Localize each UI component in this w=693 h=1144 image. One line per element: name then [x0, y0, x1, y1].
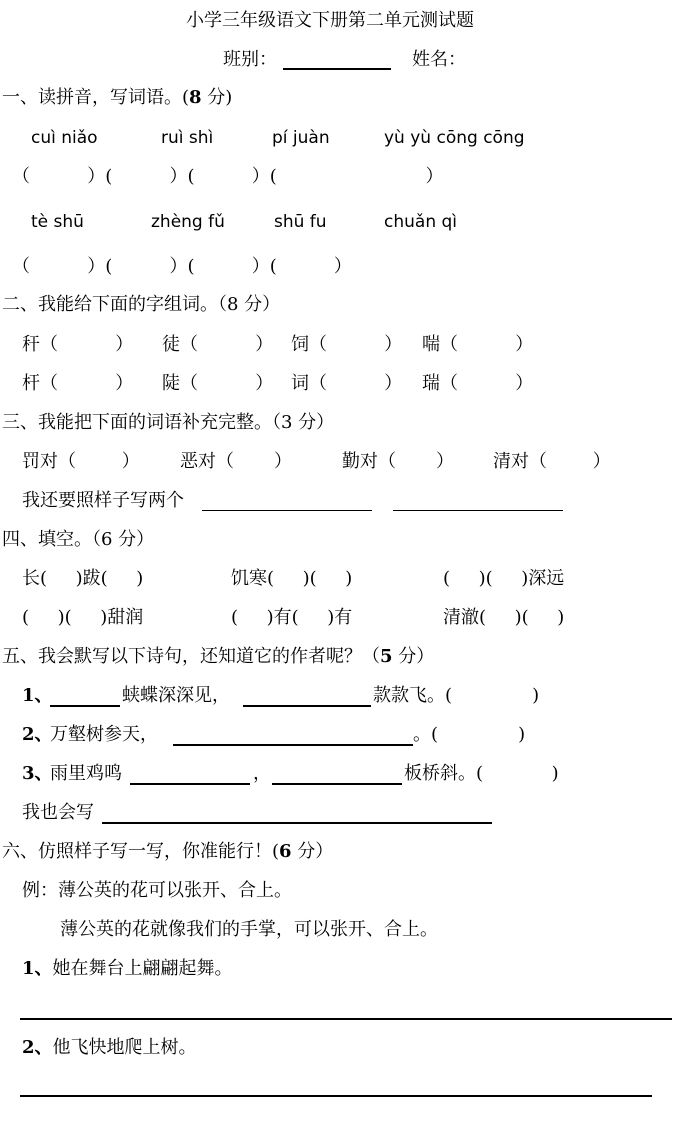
poem-text: 板桥斜。( ) [404, 763, 559, 784]
section-2-heading: 二、我能给下面的字组词。（8 分） [2, 294, 281, 315]
pinyin-3: pí juàn [272, 128, 330, 148]
question-1: 1、她在舞台上翩翩起舞。 [22, 958, 233, 979]
poem-text: 雨里鸡鸣 [50, 763, 122, 784]
pinyin-1: cuì niǎo [31, 128, 98, 148]
phrase-item[interactable]: 罚对（ ） [22, 451, 140, 472]
word-item[interactable]: 秆（ ） [22, 334, 134, 355]
word-item[interactable]: 饲（ ） [291, 334, 403, 355]
page-title: 小学三年级语文下册第二单元测试题 [186, 10, 474, 31]
word-item[interactable]: 陡（ ） [162, 373, 274, 394]
answer-brackets-row-1[interactable]: （ ）( ）( ）( ） [12, 166, 444, 187]
poem-blank[interactable] [272, 783, 402, 785]
poem-text: ， [253, 763, 271, 784]
question-2: 2、他飞快地爬上树。 [22, 1037, 197, 1058]
pinyin-7: shū fu [274, 212, 327, 232]
answer-brackets-row-2[interactable]: （ ）( ）( ）( ） [12, 256, 352, 277]
class-blank[interactable] [283, 68, 391, 70]
pinyin-8: chuǎn qì [384, 212, 458, 232]
example-answer: 薄公英的花就像我们的手掌，可以张开、合上。 [60, 919, 438, 940]
section-6-heading: 六、仿照样子写一写，你准能行！(6 分） [2, 841, 334, 862]
word-item[interactable]: 词（ ） [291, 373, 403, 394]
poem-text: 万壑树参天， [50, 724, 158, 745]
poem-text: 款款飞。( ) [373, 685, 540, 706]
extra-word-blank-2[interactable] [393, 510, 563, 511]
answer-line-1[interactable] [20, 1018, 672, 1020]
pinyin-4: yù yù cōng cōng [384, 128, 525, 148]
phrase-item[interactable]: 清对（ ） [493, 451, 611, 472]
section-5-heading: 五、我会默写以下诗句，还知道它的作者呢？（5 分） [2, 646, 435, 667]
fill-item[interactable]: ( )( )甜润 [22, 607, 144, 628]
word-item[interactable]: 喘（ ） [422, 334, 534, 355]
word-item[interactable]: 杆（ ） [22, 373, 134, 394]
poem-line-number: 2、 [22, 724, 53, 745]
fill-item[interactable]: ( )有( )有 [231, 607, 353, 628]
phrase-item[interactable]: 勤对（ ） [342, 451, 455, 472]
extra-word-blank-1[interactable] [202, 510, 372, 511]
self-write-label: 我也会写 [22, 802, 94, 823]
pinyin-2: ruì shì [161, 128, 214, 148]
poem-text: 蛱蝶深深见， [122, 685, 230, 706]
poem-blank[interactable] [173, 744, 413, 746]
poem-line-number: 1、 [22, 685, 53, 706]
word-item[interactable]: 徒（ ） [162, 334, 274, 355]
answer-line-2[interactable] [20, 1095, 652, 1097]
section-4-heading: 四、填空。（6 分） [2, 529, 155, 550]
fill-item[interactable]: ( )( )深远 [443, 568, 565, 589]
poem-blank[interactable] [130, 783, 250, 785]
fill-item[interactable]: 清澈( )( ) [443, 607, 565, 628]
fill-item[interactable]: 长( )跋( ) [22, 568, 144, 589]
word-item[interactable]: 瑞（ ） [422, 373, 534, 394]
poem-line-number: 3、 [22, 763, 53, 784]
section-3-heading: 三、我能把下面的词语补充完整。（3 分） [2, 412, 335, 433]
section-1-heading: 一、读拼音，写词语。(8 分) [2, 87, 233, 108]
self-write-blank[interactable] [102, 822, 492, 824]
poem-text: 。( ) [413, 724, 526, 745]
example-sentence: 例：薄公英的花可以张开、合上。 [22, 880, 292, 901]
name-label: 姓名： [412, 49, 466, 70]
class-label: 班别： [223, 49, 277, 70]
poem-blank[interactable] [50, 705, 120, 707]
fill-item[interactable]: 饥寒( )( ) [231, 568, 353, 589]
phrase-item[interactable]: 恶对（ ） [180, 451, 293, 472]
pinyin-5: tè shū [31, 212, 84, 232]
extra-words-label: 我还要照样子写两个 [22, 490, 184, 511]
pinyin-6: zhèng fǔ [151, 212, 225, 232]
poem-blank[interactable] [243, 705, 371, 707]
